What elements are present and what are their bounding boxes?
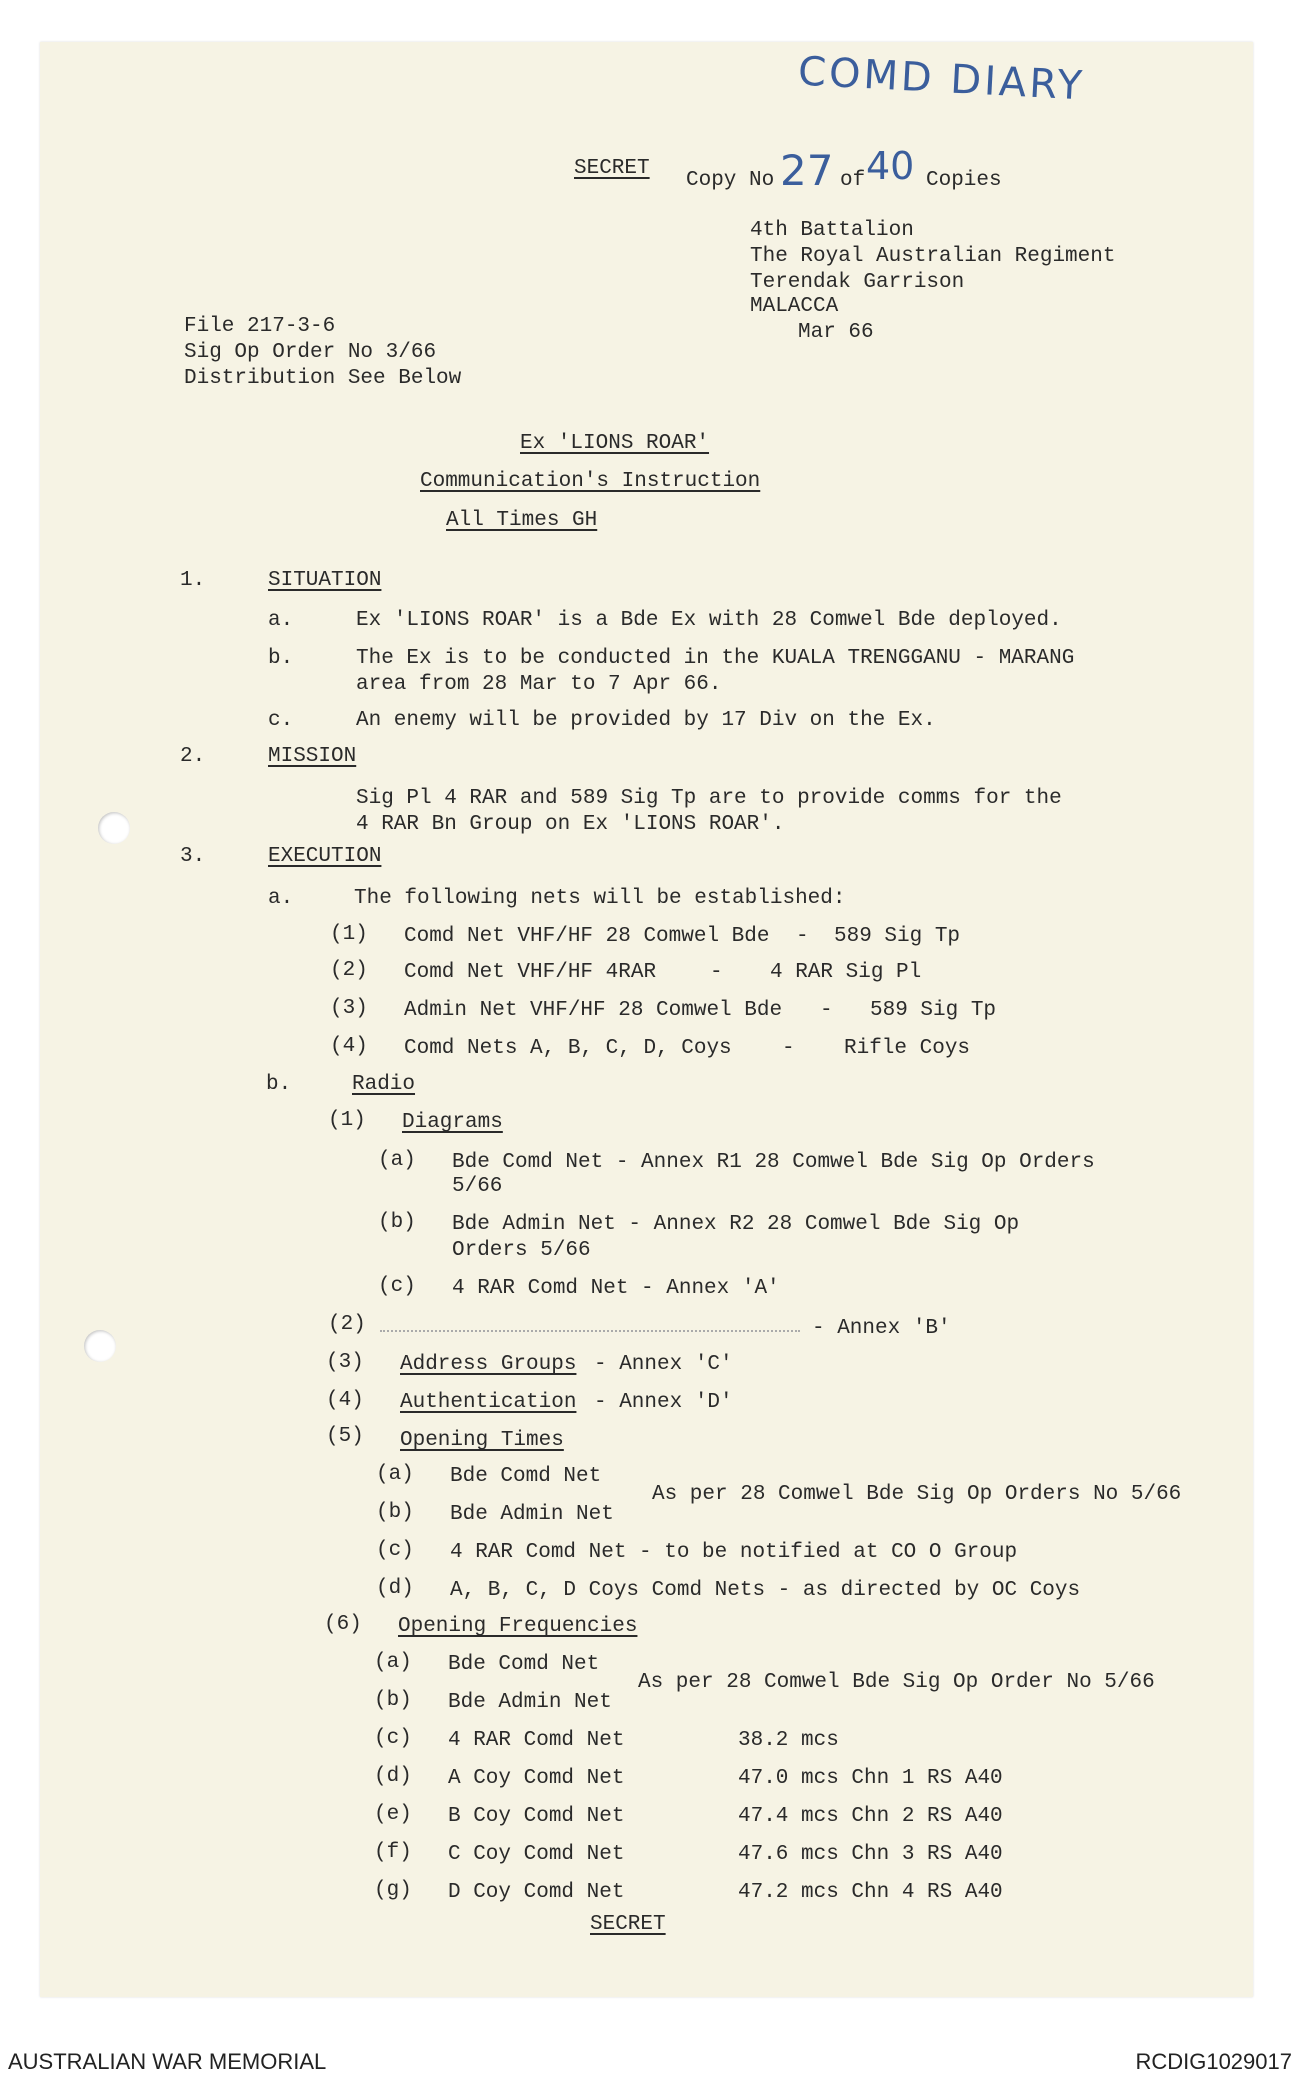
- handwritten-copy-number: 27: [780, 146, 834, 195]
- para-text: Ex 'LIONS ROAR' is a Bde Ex with 28 Comwel Bde deployed.: [356, 609, 1062, 632]
- net-dash: -: [782, 1037, 795, 1060]
- diagram-ref: 5/66: [452, 1175, 503, 1198]
- item-number: (1): [328, 1109, 366, 1132]
- address-line: MALACCA: [750, 295, 839, 318]
- times-note: All Times GH: [446, 509, 598, 532]
- net-provider: 4 RAR Sig Pl: [770, 961, 922, 984]
- sub-item-label: (b): [376, 1501, 414, 1524]
- para-text: 4 RAR Bn Group on Ex 'LIONS ROAR'.: [356, 813, 785, 836]
- diagram-ref: 4 RAR Comd Net - Annex 'A': [452, 1277, 780, 1300]
- para-label: a.: [268, 887, 294, 910]
- freq-note: As per 28 Comwel Bde Sig Op Order No 5/66: [638, 1671, 1155, 1694]
- footer-record-id: RCDIG1029017: [1135, 2049, 1292, 2074]
- address-line: 4th Battalion: [750, 219, 914, 242]
- para-label: a.: [268, 609, 294, 632]
- time-entry: 4 RAR Comd Net - to be notified at CO O Group: [450, 1541, 1018, 1564]
- para-text: Sig Pl 4 RAR and 589 Sig Tp are to provide comms for the: [356, 787, 1062, 810]
- subheading-radio: Radio: [352, 1073, 416, 1096]
- net-name: Comd Net VHF/HF 4RAR: [404, 961, 657, 984]
- section-heading-situation: SITUATION: [268, 569, 382, 592]
- freq-value: 47.6 mcs Chn 3 RS A40: [738, 1843, 1003, 1866]
- sub-item-label: (c): [374, 1727, 412, 1750]
- freq-net: 4 RAR Comd Net: [448, 1729, 625, 1752]
- section-heading-execution: EXECUTION: [268, 845, 382, 868]
- net-name: Comd Net VHF/HF 28 Comwel Bde: [404, 925, 770, 948]
- diagram-ref: Bde Admin Net - Annex R2 28 Comwel Bde Sig Op: [452, 1213, 1020, 1236]
- address-line: Terendak Garrison: [750, 271, 965, 294]
- item-number: (4): [326, 1389, 364, 1412]
- distribution-note: Distribution See Below: [184, 367, 462, 390]
- secret-marking-top: SECRET: [574, 157, 650, 180]
- instruction-title: Communication's Instruction: [420, 470, 761, 493]
- freq-value: 38.2 mcs: [738, 1729, 839, 1752]
- diagram-ref: Bde Comd Net - Annex R1 28 Comwel Bde Sig Op Orders: [452, 1151, 1095, 1174]
- sub-item-label: (d): [376, 1577, 414, 1600]
- sub-item-label: (b): [378, 1211, 416, 1234]
- net-dash: -: [796, 925, 809, 948]
- sub-item-label: (d): [374, 1765, 412, 1788]
- sub-item-label: (a): [374, 1651, 412, 1674]
- freq-net: Bde Comd Net: [448, 1653, 600, 1676]
- para-text: The following nets will be established:: [354, 887, 846, 910]
- freq-net: C Coy Comd Net: [448, 1843, 625, 1866]
- freq-net: B Coy Comd Net: [448, 1805, 625, 1828]
- subheading-diagrams: Diagrams: [402, 1111, 503, 1134]
- freq-net: D Coy Comd Net: [448, 1881, 625, 1904]
- punch-hole: [98, 812, 130, 844]
- item-number: (2): [328, 1313, 366, 1336]
- document-date: Mar 66: [798, 321, 874, 344]
- sub-item-label: (f): [374, 1841, 412, 1864]
- para-label: b.: [266, 1073, 292, 1096]
- handwritten-copy-total: 40: [866, 144, 915, 188]
- freq-value: 47.0 mcs Chn 1 RS A40: [738, 1767, 1003, 1790]
- subheading-opening-frequencies: Opening Frequencies: [398, 1615, 638, 1638]
- time-entry: Bde Comd Net: [450, 1465, 602, 1488]
- diagram-ref: Orders 5/66: [452, 1239, 591, 1262]
- footer-source: AUSTRALIAN WAR MEMORIAL: [8, 2049, 327, 2074]
- section-number: 3.: [180, 845, 206, 868]
- item-number: (3): [326, 1351, 364, 1374]
- freq-value: 47.4 mcs Chn 2 RS A40: [738, 1805, 1003, 1828]
- of-label: of: [840, 169, 866, 192]
- para-text: An enemy will be provided by 17 Div on the Ex.: [356, 709, 936, 732]
- subheading-address-groups: Address Groups: [400, 1353, 577, 1376]
- sub-item-label: (a): [378, 1149, 416, 1172]
- secret-marking-bottom: SECRET: [590, 1913, 666, 1936]
- time-entry: Bde Admin Net: [450, 1503, 614, 1526]
- freq-net: A Coy Comd Net: [448, 1767, 625, 1790]
- sub-item-label: (c): [378, 1275, 416, 1298]
- net-number: (4): [330, 1035, 368, 1058]
- exercise-title: Ex 'LIONS ROAR': [520, 432, 710, 455]
- times-note: As per 28 Comwel Bde Sig Op Orders No 5/66: [652, 1483, 1182, 1506]
- annex-ref: - Annex 'D': [594, 1391, 733, 1414]
- handwritten-comd-diary: COMD DIARY: [796, 48, 1087, 110]
- sub-item-label: (a): [376, 1463, 414, 1486]
- sub-item-label: (g): [374, 1879, 412, 1902]
- net-provider: Rifle Coys: [844, 1037, 971, 1060]
- annex-ref: - Annex 'C': [594, 1353, 733, 1376]
- para-label: c.: [268, 709, 294, 732]
- copies-label: Copies: [926, 169, 1002, 192]
- item-number: (6): [324, 1613, 362, 1636]
- copy-no-label: Copy No: [686, 169, 775, 192]
- sub-item-label: (b): [374, 1689, 412, 1712]
- freq-value: 47.2 mcs Chn 4 RS A40: [738, 1881, 1003, 1904]
- net-number: (2): [330, 959, 368, 982]
- address-line: The Royal Australian Regiment: [750, 245, 1116, 268]
- order-number: Sig Op Order No 3/66: [184, 341, 437, 364]
- punch-hole: [84, 1330, 116, 1362]
- net-number: (3): [330, 997, 368, 1020]
- net-dash: -: [820, 999, 833, 1022]
- para-text: area from 28 Mar to 7 Apr 66.: [356, 673, 722, 696]
- sub-item-label: (e): [374, 1803, 412, 1826]
- net-dash: -: [710, 961, 723, 984]
- subheading-opening-times: Opening Times: [400, 1429, 564, 1452]
- section-number: 1.: [180, 569, 206, 592]
- para-label: b.: [268, 647, 294, 670]
- para-text: The Ex is to be conducted in the KUALA TRENGGANU - MARANG: [356, 647, 1075, 670]
- net-name: Admin Net VHF/HF 28 Comwel Bde: [404, 999, 783, 1022]
- section-heading-mission: MISSION: [268, 745, 357, 768]
- time-entry: A, B, C, D Coys Comd Nets - as directed by OC Coys: [450, 1579, 1081, 1602]
- item-number: (5): [326, 1425, 364, 1448]
- sub-item-label: (c): [376, 1539, 414, 1562]
- freq-net: Bde Admin Net: [448, 1691, 612, 1714]
- net-number: (1): [330, 923, 368, 946]
- net-provider: 589 Sig Tp: [870, 999, 997, 1022]
- file-reference: File 217-3-6: [184, 315, 336, 338]
- subheading-authentication: Authentication: [400, 1391, 577, 1414]
- faded-text-dots: [380, 1330, 800, 1332]
- net-provider: 589 Sig Tp: [834, 925, 961, 948]
- net-name: Comd Nets A, B, C, D, Coys: [404, 1037, 732, 1060]
- annex-ref: - Annex 'B': [812, 1317, 951, 1340]
- section-number: 2.: [180, 745, 206, 768]
